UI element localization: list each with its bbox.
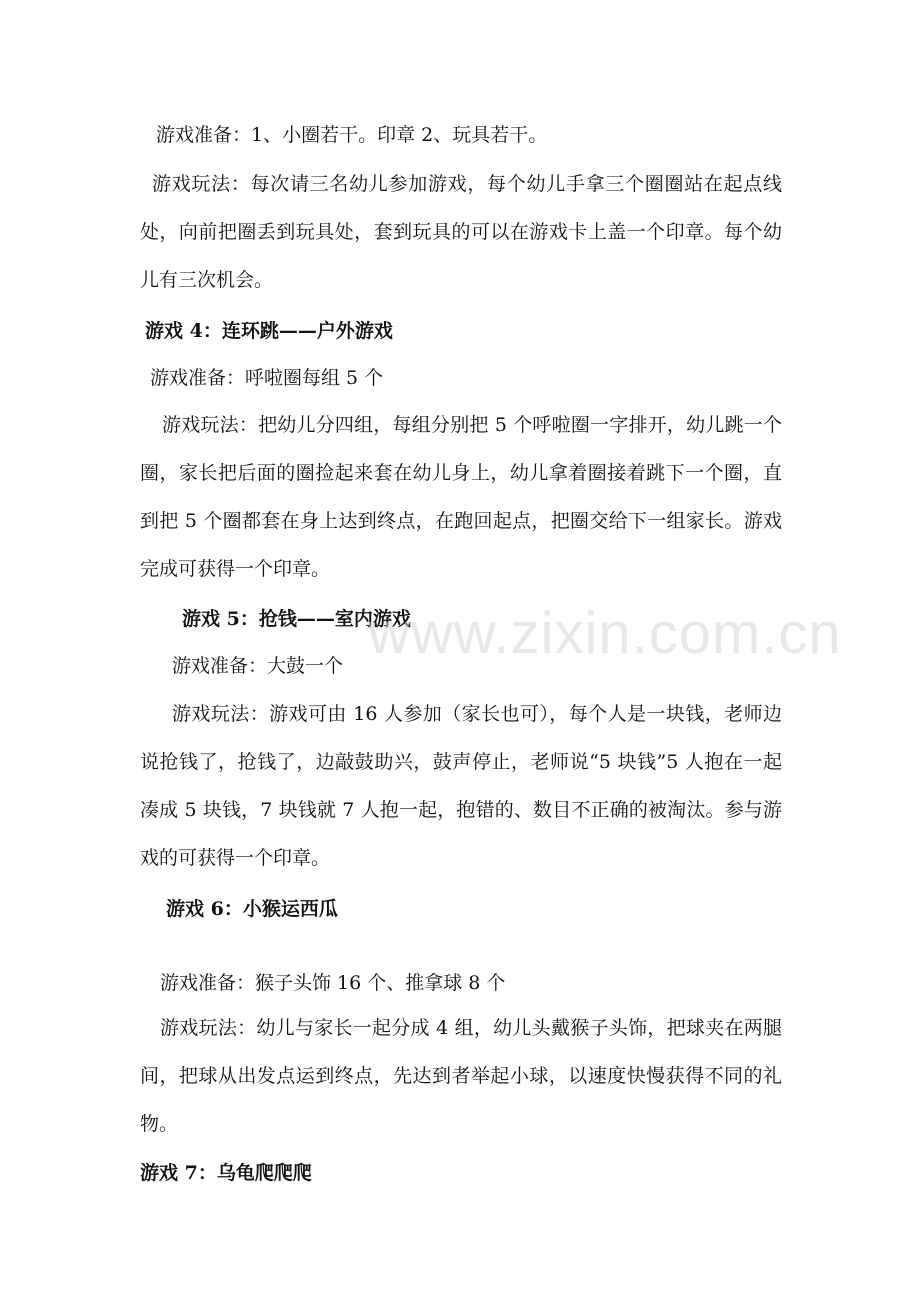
- game5-preparation: 游戏准备：大鼓一个: [172, 655, 344, 677]
- game6-title: 游戏 6：小猴运西瓜: [166, 898, 338, 920]
- game3-gameplay: 游戏玩法：每次请三名幼儿参加游戏，每个幼儿手拿三个圈圈站在起点线处，向前把圈丢到玩具处，套到玩具的可以在游戏卡上盖一个印章。每个幼儿有三次机会。: [140, 173, 782, 291]
- game5-title: 游戏 5：抢钱——室内游戏: [182, 608, 411, 630]
- game5-gameplay: 游戏玩法：游戏可由 16 人参加（家长也可），每个人是一块钱，老师边说抢钱了，抢钱了，边敲鼓助兴，鼓声停止，老师说“5 块钱”5 人抱在一起凑成 5 块钱，7 块钱就 7 人抱一起，抱错的、数目不正确的被淘汰。参与游戏的可获得一个印章。: [140, 703, 782, 869]
- game7-title: 游戏 7：乌龟爬爬爬: [140, 1162, 312, 1184]
- game4-preparation: 游戏准备：呼啦圈每组 5 个: [150, 367, 384, 389]
- game6-preparation: 游戏准备：猴子头饰 16 个、推拿球 8 个: [160, 972, 506, 994]
- game3-preparation: 游戏准备：1、小圈若干。印章 2、玩具若干。: [156, 124, 548, 146]
- game4-title: 游戏 4：连环跳——户外游戏: [145, 320, 393, 342]
- watermark: www.zixin.com.cn: [368, 601, 842, 666]
- game4-gameplay: 游戏玩法：把幼儿分四组，每组分别把 5 个呼啦圈一字排开，幼儿跳一个圈，家长把后面的圈捡起来套在幼儿身上，幼儿拿着圈接着跳下一个圈，直到把 5 个圈都套在身上达到终点，在跑回起点，把圈交给下一组家长。游戏完成可获得一个印章。: [140, 414, 782, 580]
- game6-gameplay: 游戏玩法：幼儿与家长一起分成 4 组，幼儿头戴猴子头饰，把球夹在两腿间，把球从出发点运到终点，先达到者举起小球，以速度快慢获得不同的礼物。: [140, 1017, 782, 1135]
